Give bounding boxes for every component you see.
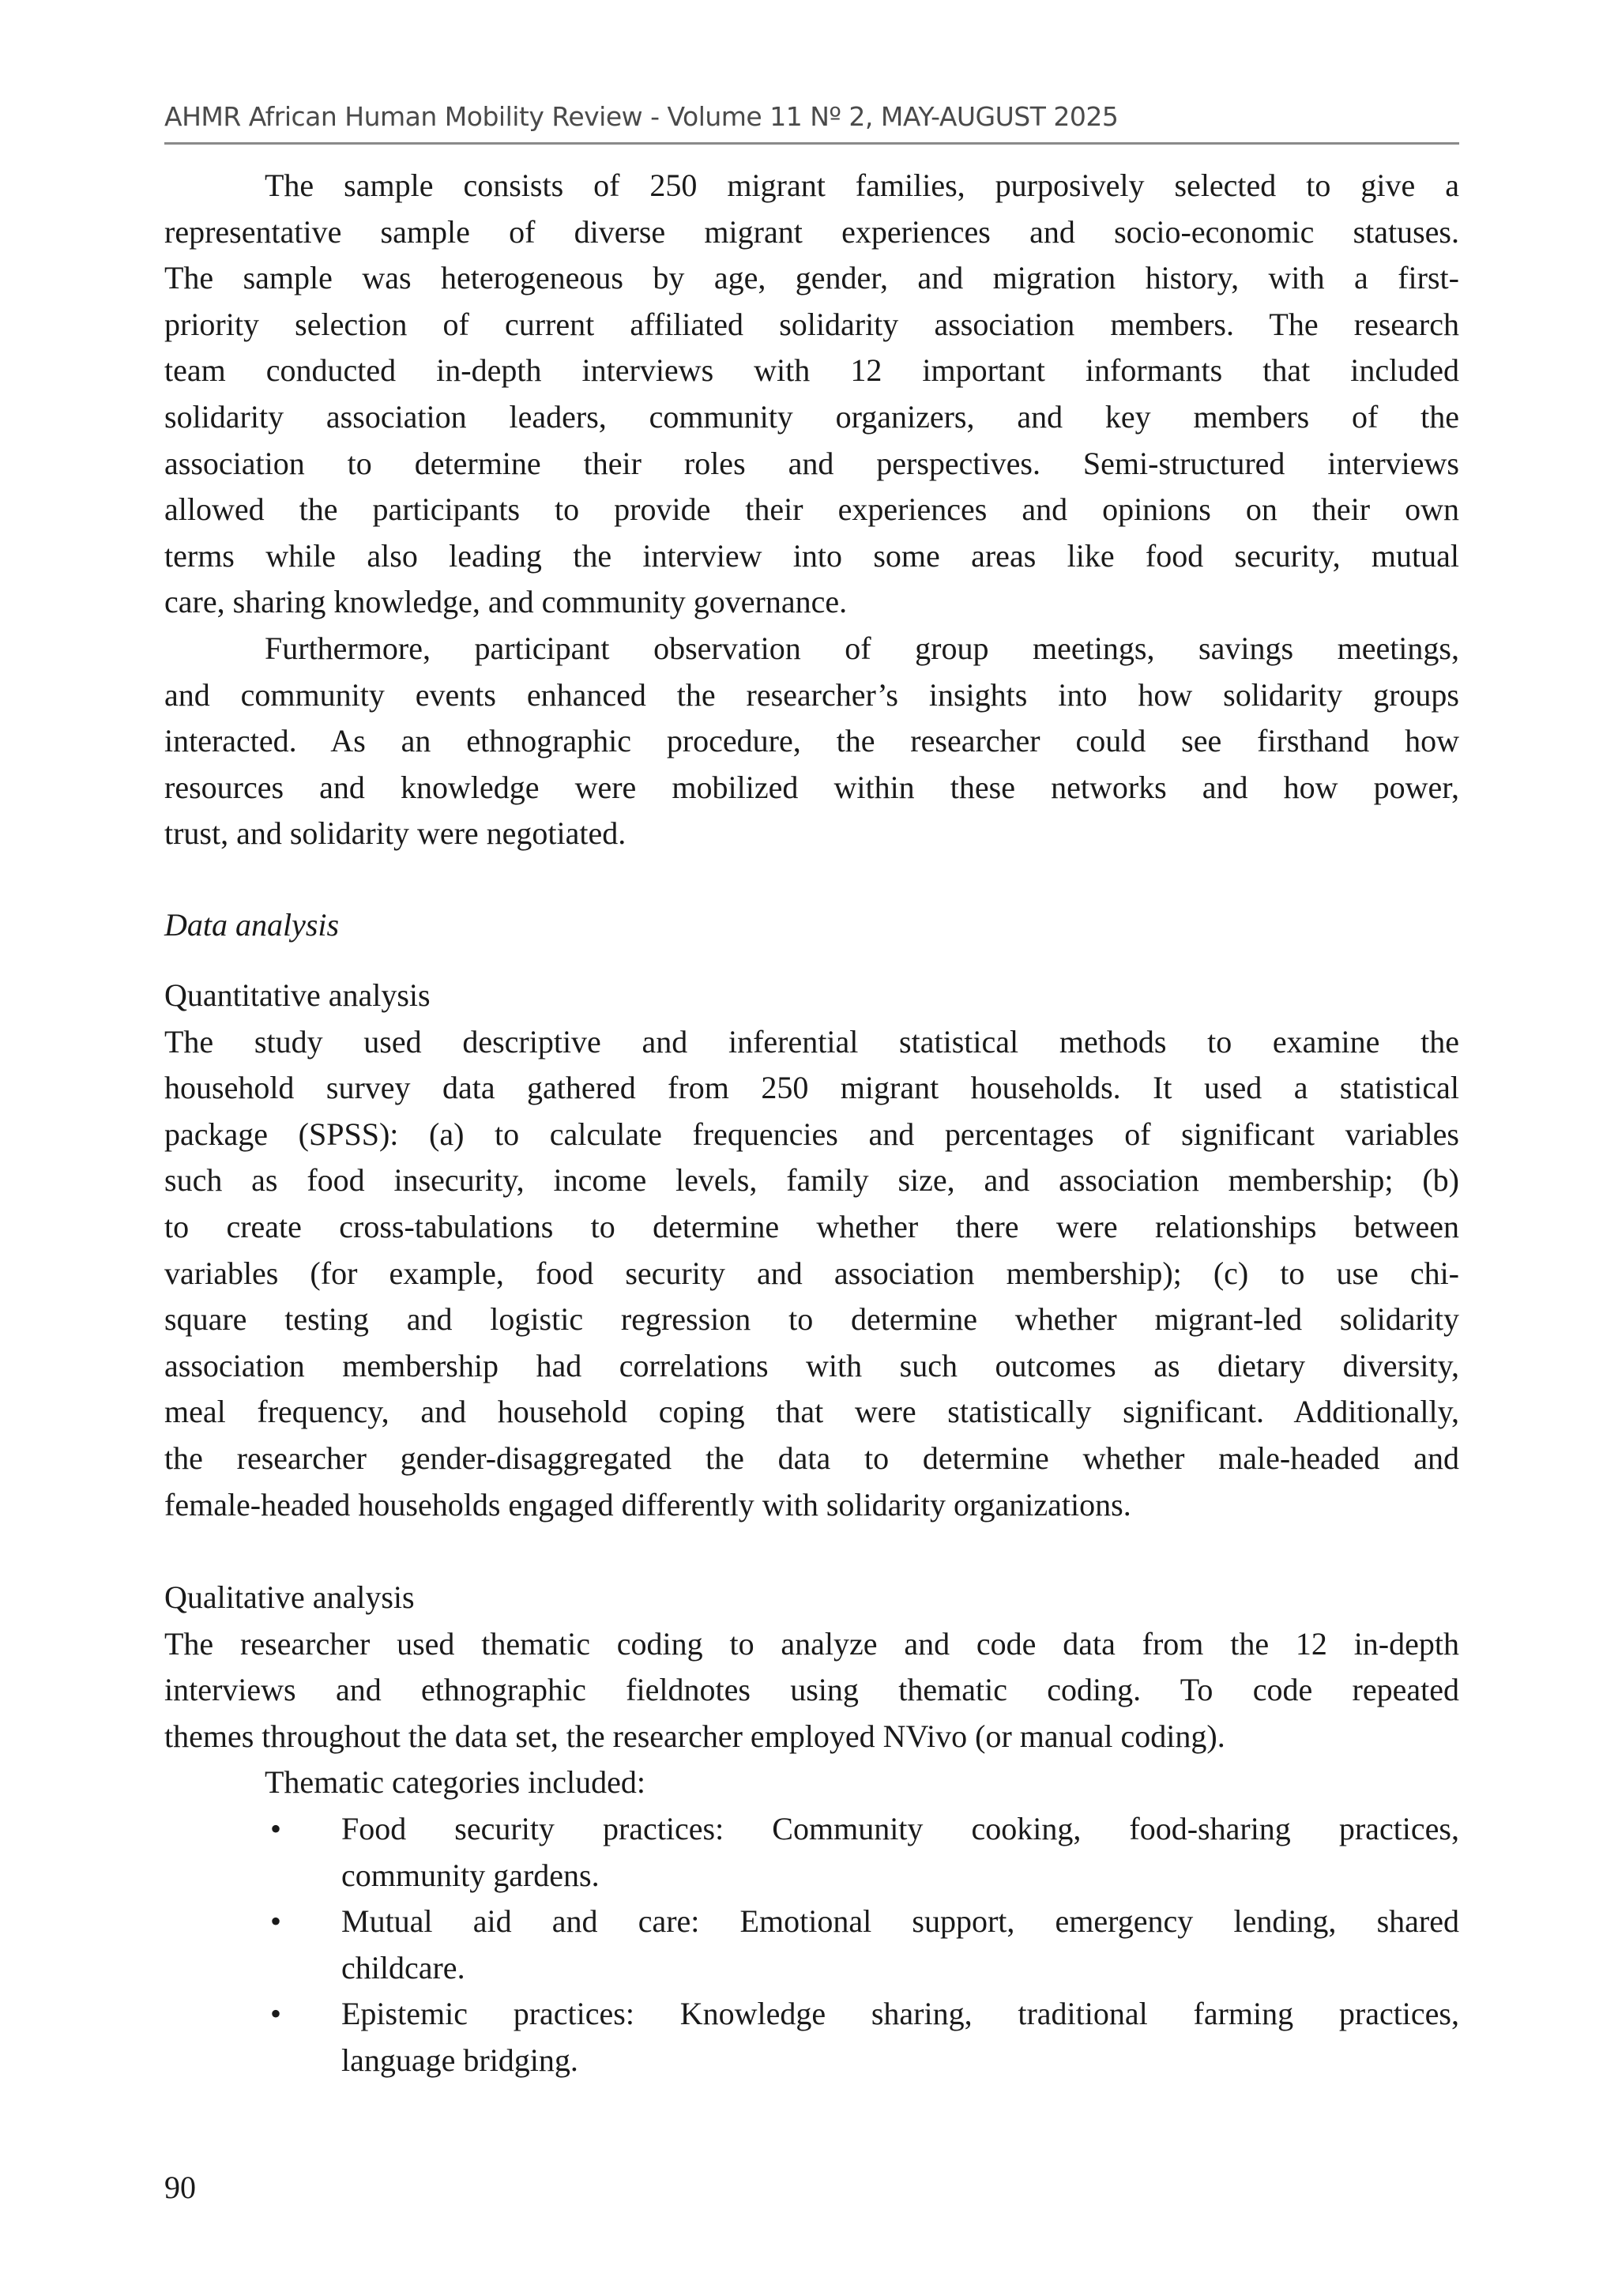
data-analysis-section	[164, 902, 1459, 949]
bullet-icon: •	[270, 1810, 282, 1846]
text-line: interviews and ethnographic fieldnotes using thematic coding. To code repeated	[164, 1672, 1459, 1708]
text-line: The researcher used thematic coding to analyze and code data from the 12 in-depth	[164, 1625, 1459, 1662]
section-heading-data-analysis: Data analysis	[164, 907, 340, 943]
text-line: allowed the participants to provide their experiences and opinions on their own	[164, 491, 1459, 528]
bullet-item	[164, 1806, 1459, 1899]
text-line: representative sample of diverse migrant experiences and socio-economic statuses.	[164, 213, 1459, 250]
text-line: package (SPSS): (a) to calculate frequencies and percentages of significant variables	[164, 1116, 1459, 1152]
bullet-line	[164, 1853, 1459, 1899]
bullet-text: childcare.	[341, 1949, 465, 1985]
running-header: AHMR African Human Mobility Review - Volume 11 Nº 2, MAY-AUGUST 2025	[164, 101, 1119, 132]
text-line: interacted. As an ethnographic procedure, the researcher could see firsthand how	[164, 723, 1459, 759]
bullet-item	[164, 1899, 1459, 1991]
paragraph-observation	[164, 626, 1459, 857]
bullet-text: community gardens.	[341, 1857, 600, 1893]
text-line: variables (for example, food security and association membership); (c) to use chi-	[164, 1255, 1459, 1291]
text-line: association membership had correlations with such outcomes as dietary diversity,	[164, 1347, 1459, 1383]
text-line: trust, and solidarity were negotiated.	[164, 815, 627, 852]
subheading-quantitative: Quantitative analysis	[164, 977, 431, 1013]
bullet-text: language bridging.	[341, 2042, 578, 2078]
bullet-text: Mutual aid and care: Emotional support, emergency lending, shared	[341, 1903, 1459, 1940]
page-number: 90	[164, 2170, 196, 2205]
text-line: team conducted in-depth interviews with 12 important informants that included	[164, 352, 1459, 389]
bullet-list	[164, 1806, 1459, 2084]
text-line: square testing and logistic regression to determine whether migrant-led solidarity	[164, 1301, 1459, 1338]
text-line: Furthermore, participant observation of group meetings, savings meetings,	[265, 630, 1459, 666]
bullet-text: Food security practices: Community cooking, food-sharing practices,	[341, 1810, 1459, 1846]
text-line: care, sharing knowledge, and community governance.	[164, 584, 848, 620]
bullet-text: Epistemic practices: Knowledge sharing, traditional farming practices,	[341, 1996, 1459, 2032]
text-line: terms while also leading the interview into some areas like food security, mutual	[164, 537, 1459, 574]
header-rule	[164, 142, 1459, 145]
text-line: the researcher gender-disaggregated the data to determine whether male-headed and	[164, 1440, 1459, 1476]
text-line: and community events enhanced the researcher’s insights into how solidarity groups	[164, 676, 1459, 713]
text-line: household survey data gathered from 250 migrant households. It used a statistical	[164, 1070, 1459, 1106]
text-line: solidarity association leaders, community organizers, and key members of the	[164, 398, 1459, 435]
text-line: themes throughout the data set, the researcher employed NVivo (or manual coding).	[164, 1718, 1225, 1754]
text-line: such as food insecurity, income levels, family size, and association membership; (b)	[164, 1162, 1459, 1199]
paragraph-sample	[164, 163, 1459, 626]
bullet-icon: •	[270, 1903, 282, 1940]
bullet-line	[164, 2038, 1459, 2084]
text-line: The study used descriptive and inferential statistical methods to examine the	[164, 1023, 1459, 1060]
text-line: meal frequency, and household coping that were statistically significant. Additionally,	[164, 1394, 1459, 1430]
qualitative-section	[164, 1575, 1459, 2084]
bullet-line	[164, 1806, 1459, 1853]
paragraph-quantitative	[164, 1019, 1459, 1529]
subheading-qualitative: Qualitative analysis	[164, 1579, 415, 1615]
text-line: resources and knowledge were mobilized within these networks and how power,	[164, 769, 1459, 805]
bullet-icon: •	[270, 1996, 282, 2032]
bullet-line	[164, 1991, 1459, 2038]
categories-intro: Thematic categories included:	[265, 1764, 646, 1801]
text-line: to create cross-tabulations to determine whether there were relationships between	[164, 1208, 1459, 1244]
text-line: The sample was heterogeneous by age, gender, and migration history, with a first-	[164, 260, 1459, 296]
paragraph-qualitative	[164, 1621, 1459, 1760]
bullet-line	[164, 1945, 1459, 1992]
text-line: female-headed households engaged differently with solidarity organizations.	[164, 1486, 1131, 1523]
text-line: The sample consists of 250 migrant families, purposively selected to give a	[265, 167, 1459, 203]
bullet-item	[164, 1991, 1459, 2083]
text-line: priority selection of current affiliated solidarity association members. The research	[164, 306, 1459, 342]
text-line: association to determine their roles and perspectives. Semi-structured interviews	[164, 445, 1459, 481]
quantitative-section	[164, 973, 1459, 1528]
bullet-line	[164, 1899, 1459, 1945]
